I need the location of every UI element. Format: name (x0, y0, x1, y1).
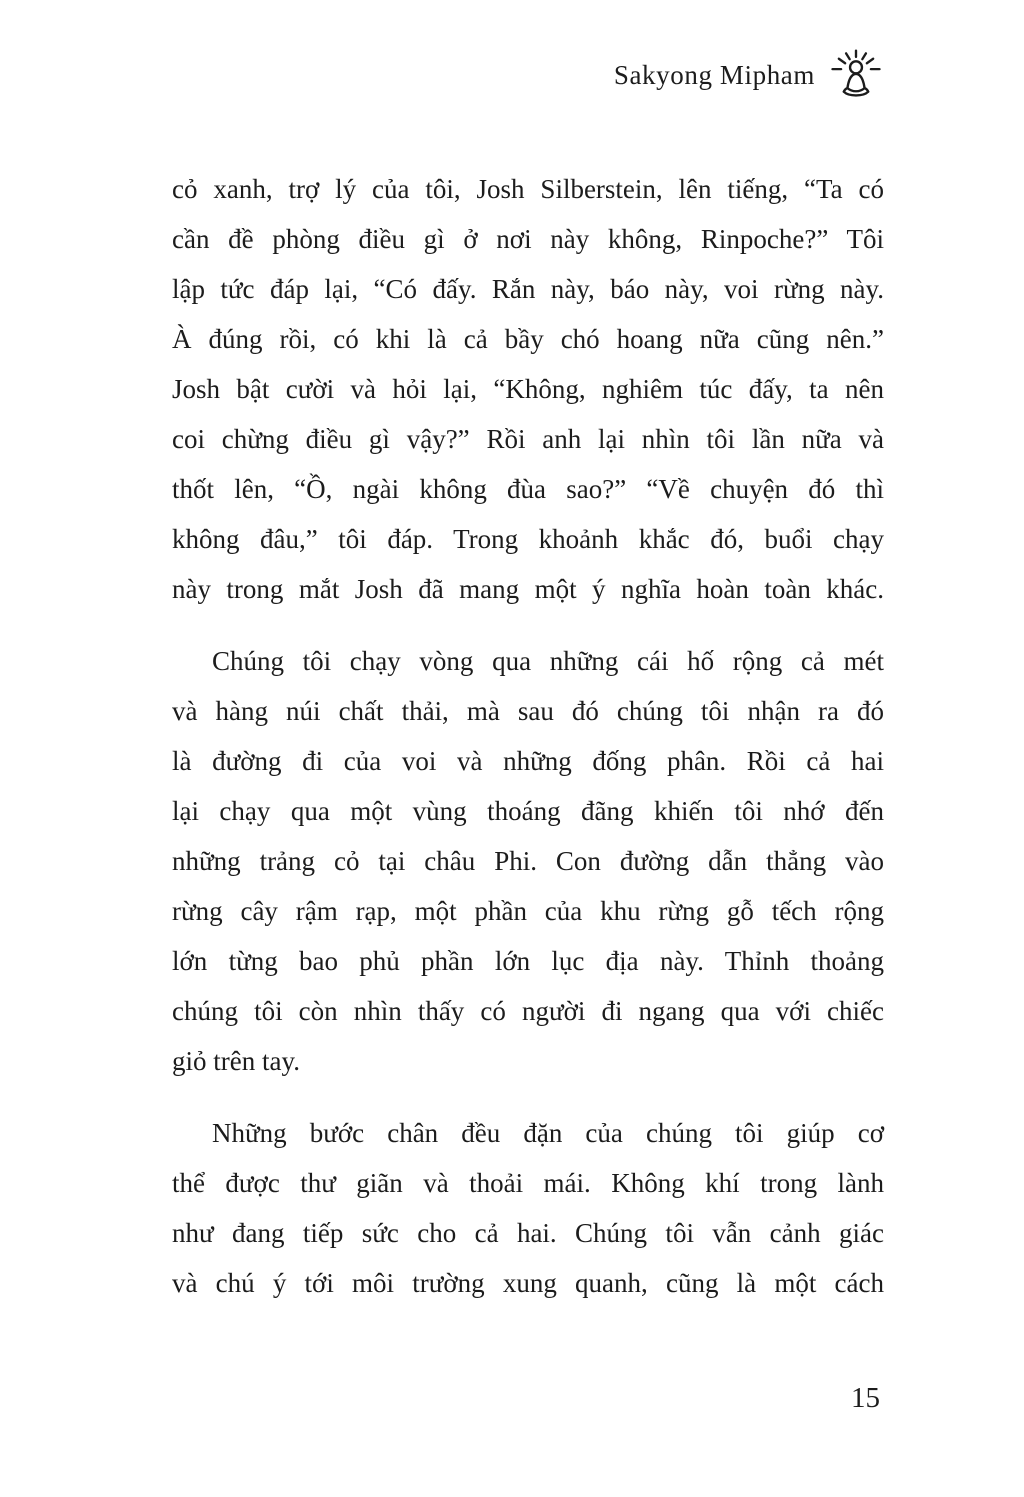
running-header (614, 44, 884, 106)
text-line: chúng tôi còn nhìn thấy có người đi ngang qua với chiếc (172, 996, 884, 1026)
text-line: thể được thư giãn và thoải mái. Không khí trong lành (172, 1168, 884, 1198)
text-line: Josh bật cười và hỏi lại, “Không, nghiêm túc đấy, ta nên (172, 374, 884, 404)
page-number: 15 (851, 1382, 880, 1414)
running-head-author: Sakyong Mipham (613, 59, 815, 90)
text-line: cần đề phòng điều gì ở nơi này không, Rinpoche?” Tôi (172, 224, 884, 254)
text-line: và hàng núi chất thải, mà sau đó chúng tôi nhận ra đó (172, 696, 884, 726)
text-line: giỏ trên tay. (172, 1046, 300, 1076)
body-text (172, 164, 884, 1308)
paragraph (172, 636, 884, 1086)
text-line: là đường đi của voi và những đống phân. Rồi cả hai (172, 746, 884, 776)
text-line: lớn từng bao phủ phần lớn lục địa này. Thỉnh thoảng (172, 946, 884, 976)
text-line: này trong mắt Josh đã mang một ý nghĩa hoàn toàn khác. (172, 574, 884, 604)
paragraph (172, 1108, 884, 1308)
text-line: những trảng cỏ tại châu Phi. Con đường dẫn thẳng vào (172, 846, 884, 876)
text-line: không đâu,” tôi đáp. Trong khoảnh khắc đó, buổi chạy (172, 524, 884, 554)
text-line: lập tức đáp lại, “Có đấy. Rắn này, báo này, voi rừng này. (172, 274, 884, 304)
text-line: cỏ xanh, trợ lý của tôi, Josh Silberstein, lên tiếng, “Ta có (172, 174, 884, 204)
text-line: Những bước chân đều đặn của chúng tôi giúp cơ (212, 1118, 884, 1148)
text-line: Chúng tôi chạy vòng qua những cái hố rộng cả mét (212, 646, 884, 676)
text-line: rừng cây rậm rạp, một phần của khu rừng gỗ tếch rộng (172, 896, 884, 926)
text-line: coi chừng điều gì vậy?” Rồi anh lại nhìn tôi lần nữa và (172, 424, 884, 454)
paragraph (172, 164, 884, 614)
text-line: thốt lên, “Ồ, ngài không đùa sao?” “Về chuyện đó thì (172, 474, 884, 504)
text-line: như đang tiếp sức cho cả hai. Chúng tôi vẫn cảnh giác (172, 1218, 884, 1248)
text-line: và chú ý tới môi trường xung quanh, cũng là một cách (172, 1268, 884, 1298)
meditation-rays-icon (828, 47, 884, 103)
text-line: À đúng rồi, có khi là cả bầy chó hoang nữa cũng nên.” (172, 324, 884, 354)
text-line: lại chạy qua một vùng thoáng đãng khiến tôi nhớ đến (172, 796, 884, 826)
